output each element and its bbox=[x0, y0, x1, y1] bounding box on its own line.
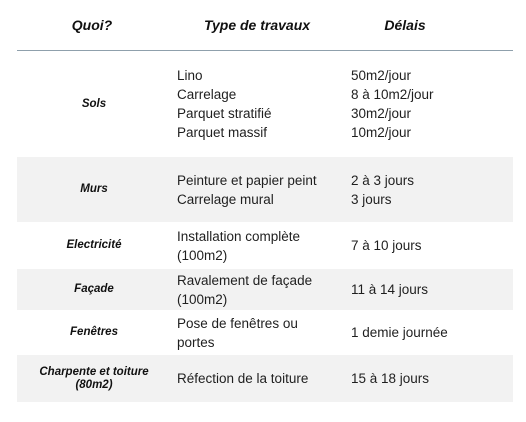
row-types bbox=[171, 369, 347, 388]
row-types bbox=[171, 171, 347, 209]
row-what bbox=[17, 326, 171, 339]
type-text: Parquet stratifié bbox=[177, 106, 272, 121]
row-types bbox=[171, 314, 347, 352]
table-row bbox=[17, 269, 513, 310]
type-text: Carrelage bbox=[177, 87, 237, 102]
delay-text: 10m2/jour bbox=[351, 125, 412, 140]
type-text: Réfection de la toiture bbox=[177, 371, 309, 386]
row-what-text: Charpente et toiture bbox=[39, 365, 149, 378]
row-what-text: Sols bbox=[81, 97, 107, 110]
row-what-text: Fenêtres bbox=[70, 326, 118, 338]
row-types bbox=[171, 271, 347, 309]
table-row bbox=[17, 355, 513, 402]
row-delays bbox=[347, 236, 513, 255]
table-row bbox=[17, 157, 513, 222]
row-what-text: Electricité bbox=[66, 239, 122, 251]
row-delays bbox=[347, 66, 513, 142]
type-text: (100m2) bbox=[177, 291, 228, 307]
row-delays bbox=[347, 369, 513, 388]
type-text: Parquet massif bbox=[177, 125, 268, 140]
row-what-text: Murs bbox=[80, 183, 108, 195]
row-what bbox=[17, 98, 171, 111]
table-row bbox=[17, 51, 513, 157]
table-header bbox=[17, 0, 513, 51]
delay-text: 11 à 14 jours bbox=[351, 282, 429, 297]
table-row bbox=[17, 310, 513, 355]
works-table bbox=[17, 0, 513, 402]
type-text: (100m2) bbox=[177, 247, 228, 263]
row-what bbox=[17, 239, 171, 252]
row-types bbox=[171, 227, 347, 265]
row-what bbox=[17, 366, 171, 392]
type-text: Ravalement de façade bbox=[177, 272, 313, 288]
type-text: Peinture et papier peint bbox=[177, 172, 317, 188]
row-delays bbox=[347, 280, 513, 299]
delay-text: 50m2/jour bbox=[351, 68, 412, 83]
type-text: portes bbox=[177, 334, 215, 350]
row-delays bbox=[347, 171, 513, 209]
delay-text: 2 à 3 jours bbox=[351, 172, 415, 188]
table-row bbox=[17, 222, 513, 269]
delay-text: 15 à 18 jours bbox=[351, 371, 430, 386]
delay-text: 8 à 10m2/jour bbox=[351, 87, 434, 102]
row-types bbox=[171, 66, 347, 142]
row-what bbox=[17, 283, 171, 296]
header-what: Quoi? bbox=[71, 17, 113, 33]
type-text: Installation complète bbox=[177, 228, 301, 244]
row-delays bbox=[347, 323, 513, 342]
header-type: Type de travaux bbox=[203, 17, 311, 33]
type-text: Pose de fenêtres ou bbox=[177, 315, 298, 331]
row-what-text: (80m2) bbox=[75, 378, 113, 391]
row-what-text: Façade bbox=[74, 283, 114, 295]
header-delay: Délais bbox=[384, 17, 426, 33]
delay-text: 3 jours bbox=[351, 191, 392, 207]
type-text: Lino bbox=[177, 68, 203, 83]
delay-text: 1 demie journée bbox=[351, 325, 448, 340]
delay-text: 30m2/jour bbox=[351, 106, 412, 121]
row-what bbox=[17, 183, 171, 196]
type-text: Carrelage mural bbox=[177, 191, 274, 207]
delay-text: 7 à 10 jours bbox=[351, 238, 422, 253]
